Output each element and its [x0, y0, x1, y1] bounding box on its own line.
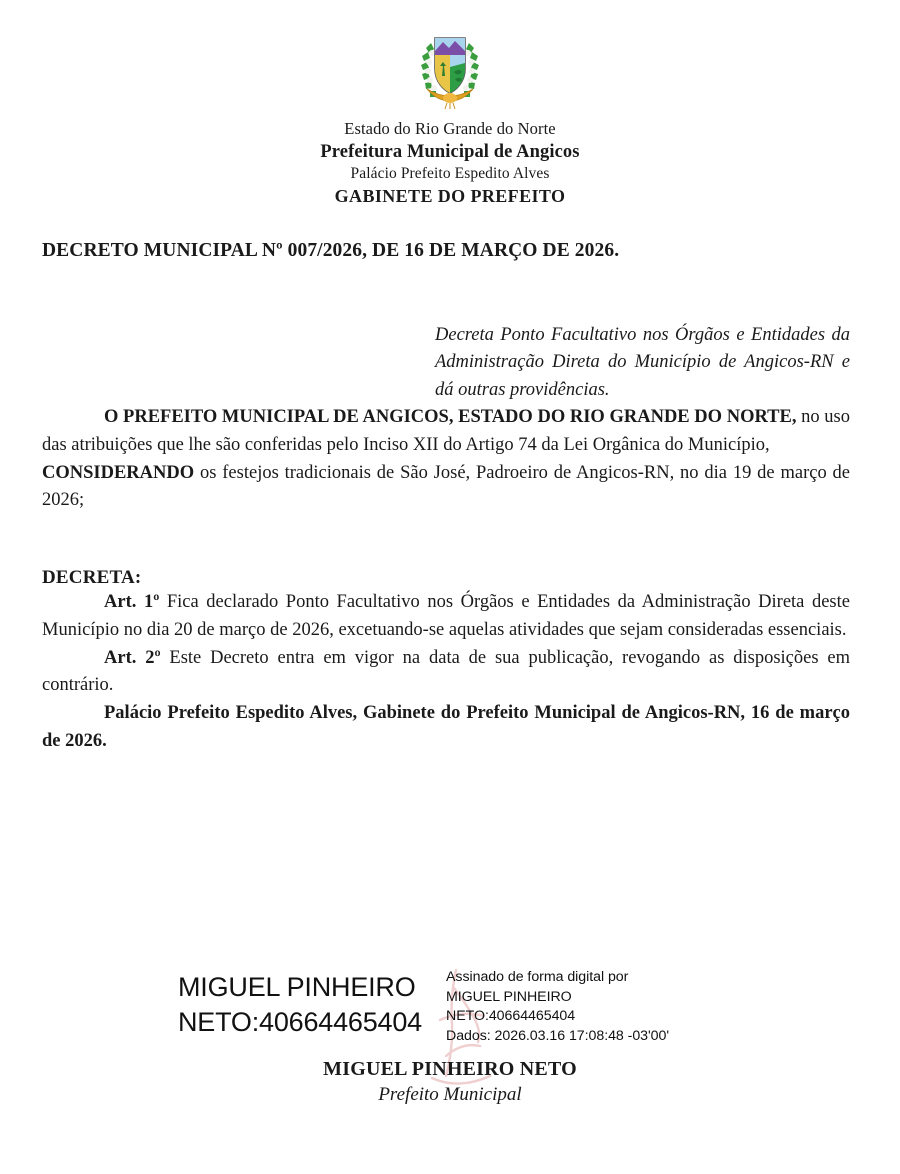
considerando-paragraph: [42, 460, 850, 516]
document-body: [42, 240, 850, 756]
coat-of-arms-icon: [409, 26, 491, 112]
header-office-line: GABINETE DO PREFEITO: [334, 185, 566, 206]
stamp-detail-line-1: Assinado de forma digital por: [446, 969, 629, 985]
considerando-bold-text: CONSIDERANDO: [42, 462, 195, 483]
article-1-label: Art. 1º: [104, 592, 160, 613]
article-1-text: Fica declarado Ponto Facultativo nos Órgãos e Entidades da Administração Direta deste Município no dia 20 de março de 2026, excetuando-se aquelas atividades que sejam consideradas essenciais.: [42, 592, 850, 640]
header-state-line: Estado do Rio Grande do Norte: [344, 119, 556, 138]
stamp-certificate-details: [446, 968, 708, 1046]
article-2-paragraph: [42, 645, 850, 701]
header-palace-line: Palácio Prefeito Espedito Alves: [350, 165, 550, 183]
stamp-name-line-1: MIGUEL PINHEIRO: [178, 972, 416, 1002]
stamp-detail-line-3: NETO:40664465404: [446, 1008, 576, 1025]
preamble-rest-text: no uso das atribuições que lhe são conferidas pelo Inciso XII do Artigo 74 da Lei Orgânica do Município,: [42, 407, 850, 455]
signer-name: MIGUEL PINHEIRO NETO: [323, 1058, 577, 1080]
closing-place-date: Palácio Prefeito Espedito Alves, Gabinete do Prefeito Municipal de Angicos-RN, 16 de março de 2026.: [42, 703, 850, 751]
preamble-bold-text: O PREFEITO MUNICIPAL DE ANGICOS, ESTADO DO RIO GRANDE DO NORTE,: [104, 407, 797, 428]
digital-signature-stamp: [178, 966, 708, 1058]
document-header: [0, 0, 900, 208]
signature-block: [0, 966, 900, 1116]
article-1-paragraph: [42, 589, 850, 645]
stamp-certificate-name: [178, 970, 440, 1039]
signer-role: Prefeito Municipal: [378, 1084, 522, 1105]
preamble-paragraph: [42, 404, 850, 460]
stamp-detail-line-2: MIGUEL PINHEIRO: [446, 988, 572, 1005]
decree-summary: Decreta Ponto Facultativo nos Órgãos e Entidades da Administração Direta do Município de Angicos-RN e dá outras providências.: [435, 325, 850, 400]
stamp-name-line-2: NETO:40664465404: [178, 1006, 422, 1037]
considerando-rest-text: os festejos tradicionais de São José, Padroeiro de Angicos-RN, no dia 19 de março de 2026;: [42, 462, 850, 511]
header-city-hall-line: Prefeitura Municipal de Angicos: [320, 141, 580, 162]
decreta-heading: DECRETA:: [42, 567, 142, 589]
article-2-label: Art. 2º: [104, 647, 161, 668]
article-2-text: Este Decreto entra em vigor na data de sua publicação, revogando as disposições em contrário.: [42, 647, 850, 696]
decree-title: DECRETO MUNICIPAL Nº 007/2026, DE 16 DE MARÇO DE 2026.: [42, 240, 620, 261]
stamp-detail-line-4: Dados: 2026.03.16 17:08:48 -03'00': [446, 1027, 670, 1044]
